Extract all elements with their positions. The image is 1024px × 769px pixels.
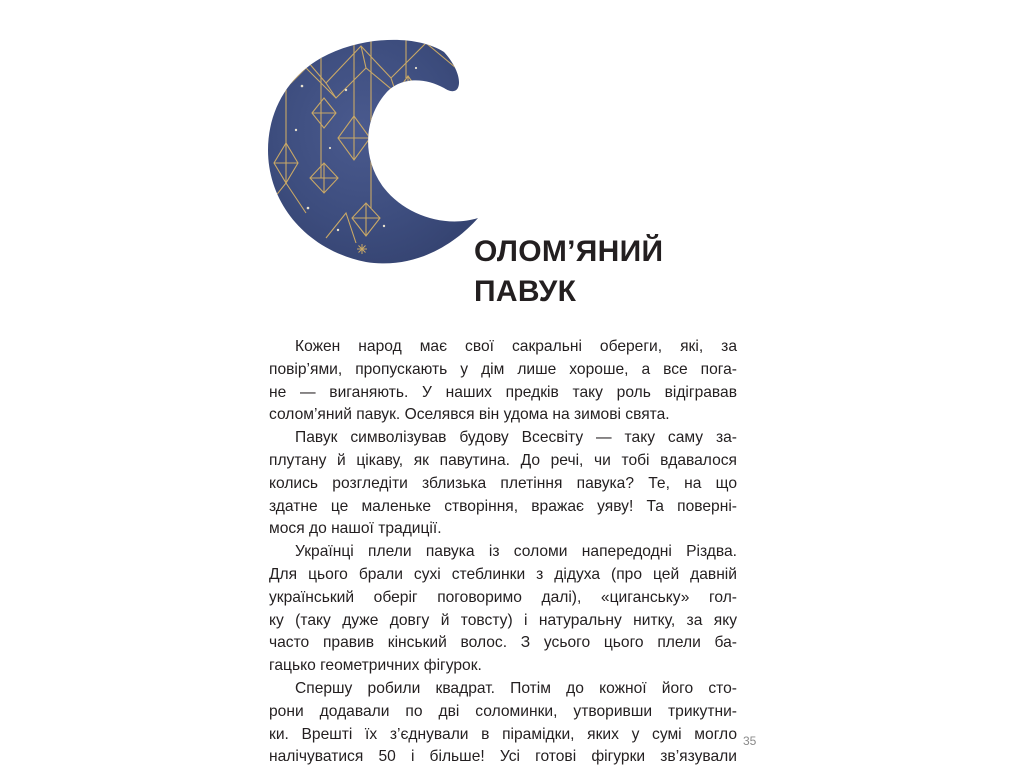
text-line: Спершу робили квадрат. Потім до кожної його сто-	[295, 679, 737, 697]
text-line: солом’яний павук. Оселявся він удома на зимові свята.	[269, 406, 670, 424]
text-line: повір’ями, пропускають у дім лише хороше, а все пога-	[269, 360, 737, 378]
text-line: Українці плели павука із соломи напередодні Різдва.	[295, 543, 737, 561]
text-line: український оберіг поговоримо далі), «циганську» гол-	[269, 588, 737, 606]
paragraph-3	[269, 541, 737, 678]
title-line-2: ПАВУК	[474, 275, 577, 308]
article-body	[269, 336, 737, 769]
text-line: Для цього брали сухі стеблинки з дідуха (про цей давній	[269, 565, 737, 583]
text-line: плутану й цікаву, як павутина. До речі, чи тобі вдавалося	[269, 451, 737, 469]
text-line: Кожен народ має свої сакральні обереги, які, за	[295, 338, 737, 355]
page-number: 35	[743, 734, 757, 748]
paragraph-4	[269, 678, 737, 769]
title-line-1: ОЛОМ’ЯНИЙ	[474, 235, 664, 268]
text-line: здатне це маленьке створіння, вражає уяву! Та поверні-	[269, 497, 737, 515]
dropcap-letter-c	[266, 38, 480, 266]
text-line: часто правив кінський волос. З усього цього плели ба-	[269, 634, 737, 652]
sparkle-icon	[357, 244, 367, 254]
text-line: не — виганяють. У наших предків таку роль відігравав	[269, 383, 737, 401]
paragraph-1	[269, 336, 737, 427]
text-line: Павук символізував будову Всесвіту — таку саму за-	[295, 429, 737, 447]
paragraph-2	[269, 427, 737, 541]
text-line: ки. Врешті їх з’єднували в пірамідки, яких у сумі могло	[269, 725, 737, 743]
text-line: мося до нашої традиції.	[269, 520, 442, 538]
text-line: колись розгледіти зблизька плетіння павука? Те, на що	[269, 474, 737, 492]
text-line: ку (таку дуже довгу й товсту) і натуральну нитку, за яку	[269, 611, 737, 629]
text-line: налічуватися 50 і більше! Усі готові фігурки зв’язували	[269, 748, 737, 766]
text-line: гацько геометричних фігурок.	[269, 657, 482, 675]
text-line: рони додавали по дві соломинки, утворивши трикутни-	[269, 702, 737, 720]
page-title	[474, 232, 663, 312]
